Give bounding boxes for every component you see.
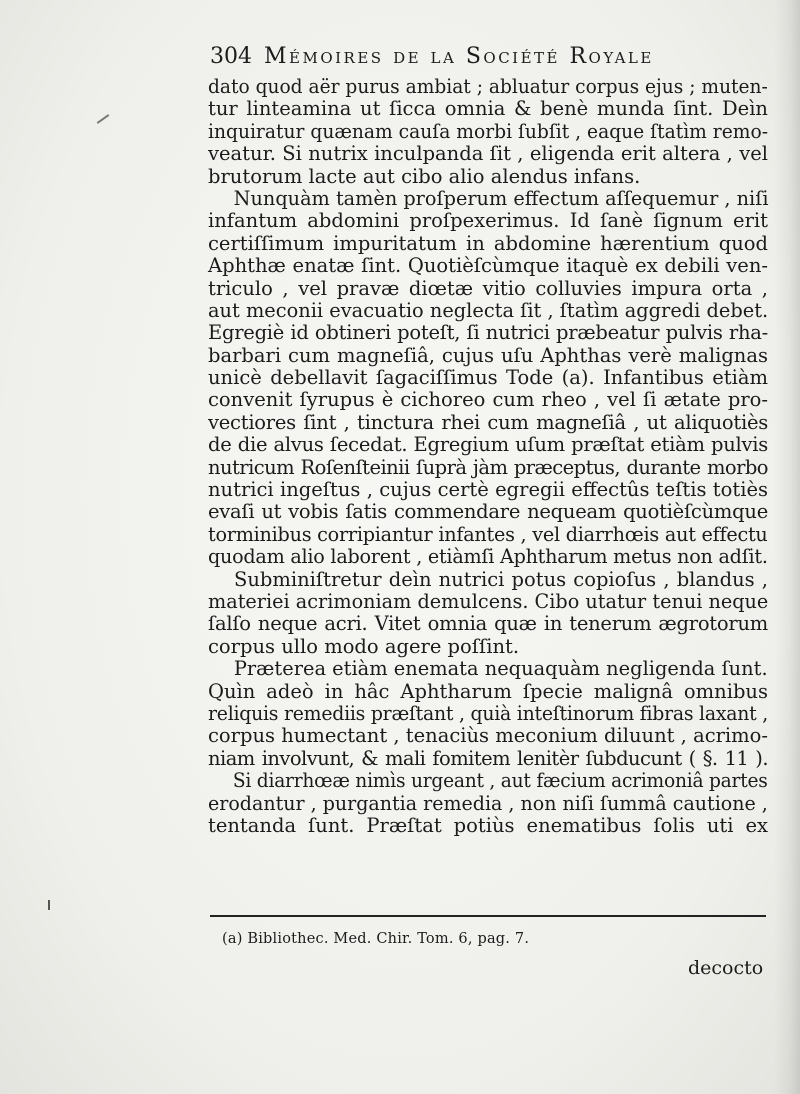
text-line: Præterea etiàm enemata nequaquàm negligenda ſunt. [233,657,768,681]
text-line: infantum abdomini proſpexerimus. Id ſanè ſignum erit [208,209,768,233]
text-line: tur linteamina ut ſicca omnia & benè munda ſint. Deìn [208,97,768,121]
text-line: tentanda ſunt. Præſtat potiùs enematibus ſolis uti ex [208,813,768,837]
running-title: Mémoires de la Société Royale [264,44,654,69]
catchword: decocto [688,957,764,979]
text-line: unicè debellavit ſagaciſſimus Tode (a). Infantibus etiàm [208,366,768,390]
margin-ink-mark [48,900,50,910]
text-line: vectiores ſint , tinctura rhei cum magneſiâ , ut aliquotiès [208,410,768,434]
text-line: Subminiſtretur deìn nutrici potus copioſus , blandus , [234,567,768,591]
text-line: Nunquàm tamèn proſperum effectum aſſequemur , niſi [233,186,769,210]
text-line: de die alvus ſecedat. Egregium uſum præſtat etiàm pulvis [208,433,768,457]
text-line: nutricum Roſenſteinii ſuprà jàm præceptus, durante morbo [208,455,768,479]
footnote: (a) Bibliothec. Med. Chir. Tom. 6, pag. 7. [222,931,530,947]
text-line: corpus humectant , tenaciùs meconium diluunt , acrimo- [208,724,768,748]
text-line: quodam alio laborent , etiàmſi Aphtharum metus non adſit. [208,545,768,569]
text-line: Aphthæ enatæ ſint. Quotièſcùmque itaquè ex debili ven- [208,254,768,278]
page-edge-shadow [774,0,800,1094]
page-number: 304 [210,44,252,69]
text-line: convenit ſyrupus è cichoreo cum rheo , vel ſi ætate pro- [208,388,768,412]
text-line: nutrici ingeſtus , cujus certè egregii effectûs teſtis totiès [208,478,768,502]
text-line: aut meconii evacuatio neglecta ſit , ſtatìm aggredi debet. [208,298,769,322]
running-head [210,44,770,69]
text-line: Si diarrhœæ nimìs urgeant , aut fæcium acrimoniâ partes [232,769,768,793]
text-line: Egregiè id obtineri poteſt, ſi nutrici præbeatur pulvis rha- [208,321,768,345]
text-line: niam involvunt, & mali fomitem lenitèr ſubducunt ( §. 11 ). [208,746,768,770]
text-line: triculo , vel pravæ diœtæ vitio colluvies impura orta , [208,276,768,300]
text-line: torminibus corripiantur infantes , vel diarrhœis aut effectu [208,522,768,546]
text-line: veatur. Si nutrix inculpanda ſit , eligenda erit altera , vel [208,142,768,166]
text-line: certiſſimum impuritatum in abdomine hærentium quod [208,231,768,255]
text-line: dato quod aër purus ambiat ; abluatur corpus ejus ; muten- [208,75,768,98]
text-line: reliquis remediis præſtant , quià inteſtinorum fibras laxant , [208,701,768,725]
text-line: inquiratur quænam cauſa morbi ſubſit , eaque ſtatìm remo- [208,119,769,143]
stray-ink-mark [97,114,110,124]
text-line: erodantur , purgantia remedia , non niſi ſummâ cautione , [208,791,768,815]
text-line: corpus ullo modo agere poſſint. [208,634,520,658]
text-line: evaſi ut vobis ſatis commendare nequeam quotièſcùmque [208,500,768,524]
text-line: materiei acrimoniam demulcens. Cibo utatur tenui neque [208,589,769,613]
body-text [208,76,768,837]
text-line: Quìn adeò in hâc Aphtharum ſpecie malignâ omnibus [208,679,768,703]
text-line: brutorum lacte aut cibo alio alendus infans. [208,164,641,188]
footnote-rule [210,915,766,917]
text-line: ſalſo neque acri. Vitet omnia quæ in tenerum ægrotorum [208,612,768,636]
text-line: barbari cum magneſiâ, cujus uſu Aphthas verè malignas [208,343,768,367]
